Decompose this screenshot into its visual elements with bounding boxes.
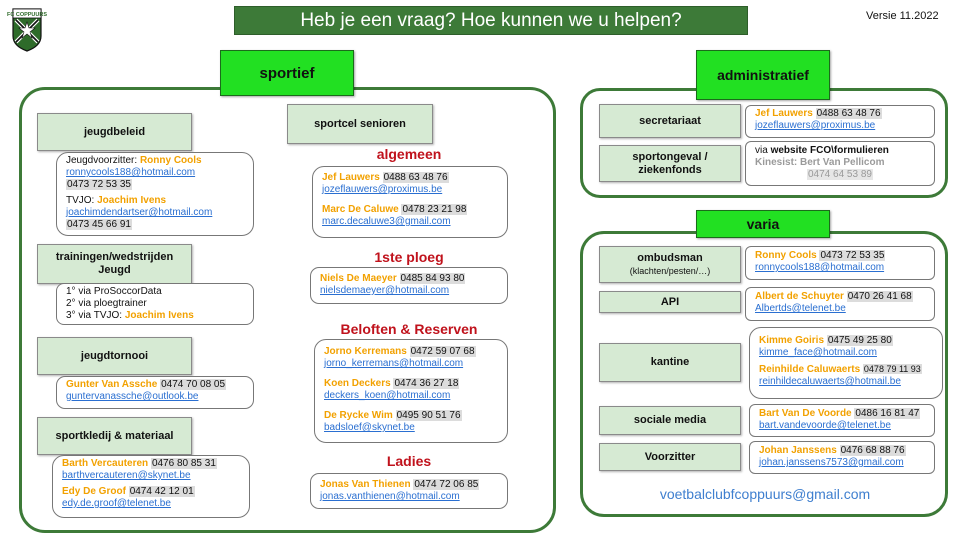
contact-name: Niels De Maeyer bbox=[320, 273, 397, 284]
phone-number: 0473 72 53 35 bbox=[820, 250, 885, 261]
voorzitter-label: Voorzitter bbox=[599, 443, 741, 471]
sociale-media-label: sociale media bbox=[599, 406, 741, 435]
contact-name: Gunter Van Assche bbox=[66, 379, 158, 390]
kantine-label: kantine bbox=[599, 343, 741, 382]
email-link[interactable]: jorno_kerremans@hotmail.com bbox=[324, 358, 464, 369]
senioren-label: sportcel senioren bbox=[287, 104, 433, 144]
phone-number: 0495 90 51 76 bbox=[396, 410, 461, 421]
contact-name: Kimme Goiris bbox=[759, 335, 825, 346]
contact-name: Johan Janssens bbox=[759, 445, 837, 456]
sportkledij-label: sportkledij & materiaal bbox=[37, 417, 192, 455]
algemeen-contacts bbox=[312, 166, 508, 238]
ladies-contacts bbox=[310, 473, 508, 509]
club-logo bbox=[6, 8, 48, 52]
sportongeval-info: via website FCO\formulieren Kinesist: Bert Van Pellicom 0474 64 53 89 bbox=[745, 141, 935, 186]
phone-number: 0478 79 11 93 bbox=[863, 364, 921, 374]
jeugdbeleid-contacts: Jeugdvoorzitter: Ronny Cools ronnycools188@hotmail.com 0473 72 53 35 TVJO: Joachim Ivens joachimdendartser@hotmail.com 0473 45 66 91 bbox=[56, 152, 254, 236]
phone-number: 0474 64 53 89 bbox=[808, 169, 872, 180]
jeugdtornooi-label: jeugdtornooi bbox=[37, 337, 192, 375]
sportief-header: sportief bbox=[220, 50, 354, 96]
contact-name: Ronny Cools bbox=[139, 155, 202, 166]
beloften-contacts bbox=[314, 339, 508, 443]
trainingen-label: trainingen/wedstrijden Jeugd bbox=[37, 244, 192, 284]
phone-number: 0474 36 27 18 bbox=[394, 378, 459, 389]
email-link[interactable]: barthvercauteren@skynet.be bbox=[62, 470, 191, 481]
contact-name: Jef Lauwers bbox=[755, 108, 813, 119]
secretariaat-contacts bbox=[745, 105, 935, 138]
contact-name: Barth Vercauteren bbox=[62, 458, 149, 469]
phone-number: 0474 42 12 01 bbox=[129, 486, 194, 497]
phone-number: 0474 70 08 05 bbox=[161, 379, 226, 390]
voorzitter-contacts bbox=[749, 441, 935, 474]
phone-number: 0474 72 06 85 bbox=[414, 479, 479, 490]
club-email[interactable]: voetbalclubfcoppuurs@gmail.com bbox=[659, 486, 871, 502]
jeugdbeleid-label: jeugdbeleid bbox=[37, 113, 192, 151]
phone-number: 0488 63 48 76 bbox=[383, 172, 448, 183]
api-label: API bbox=[599, 291, 741, 313]
contact-name: Ronny Cools bbox=[755, 250, 817, 261]
page-title-text: Heb je een vraag? Hoe kunnen we u helpen? bbox=[300, 9, 682, 31]
email-link[interactable]: jozeflauwers@proximus.be bbox=[755, 120, 876, 131]
beloften-heading: Beloften & Reserven bbox=[340, 321, 478, 337]
phone-number: 0473 45 66 91 bbox=[67, 219, 131, 230]
ombudsman-contacts bbox=[745, 246, 935, 280]
email-link[interactable]: guntervanassche@outlook.be bbox=[66, 391, 199, 402]
sociale-media-contacts bbox=[749, 404, 935, 437]
eerste-ploeg-contacts bbox=[310, 267, 508, 304]
email-link[interactable]: deckers_koen@hotmail.com bbox=[324, 390, 451, 401]
page-title bbox=[234, 6, 748, 35]
phone-number: 0472 59 07 68 bbox=[410, 346, 475, 357]
email-link[interactable]: ronnycools188@hotmail.com bbox=[755, 262, 885, 273]
email-link[interactable]: bart.vandevoorde@telenet.be bbox=[759, 420, 891, 431]
email-link[interactable]: kimme_face@hotmail.com bbox=[759, 347, 877, 358]
varia-header: varia bbox=[696, 210, 830, 238]
contact-name: Koen Deckers bbox=[324, 378, 391, 389]
email-link[interactable]: jonas.vanthienen@hotmail.com bbox=[320, 491, 460, 502]
sportkledij-contacts bbox=[52, 455, 250, 518]
eerste-ploeg-heading: 1ste ploeg bbox=[374, 249, 444, 265]
version-label: Versie 11.2022 bbox=[866, 10, 939, 22]
contact-name: Jorno Kerremans bbox=[324, 346, 407, 357]
email-link[interactable]: ronnycools188@hotmail.com bbox=[66, 167, 196, 178]
ladies-heading: Ladies bbox=[386, 453, 432, 469]
kantine-contacts bbox=[749, 327, 943, 399]
contact-name: Bart Van De Voorde bbox=[759, 408, 852, 419]
contact-name: Albert de Schuyter bbox=[755, 291, 844, 302]
email-link[interactable]: jozeflauwers@proximus.be bbox=[322, 184, 443, 195]
email-link[interactable]: badsloef@skynet.be bbox=[324, 422, 415, 433]
website-link[interactable]: website FCO\formulieren bbox=[770, 145, 889, 156]
phone-number: 0476 68 88 76 bbox=[840, 445, 905, 456]
contact-name: Marc De Caluwe bbox=[322, 204, 399, 215]
contact-name: Jonas Van Thienen bbox=[320, 479, 411, 490]
phone-number: 0475 49 25 80 bbox=[827, 335, 892, 346]
email-link[interactable]: edy.de.groof@telenet.be bbox=[62, 498, 171, 509]
api-contacts bbox=[745, 287, 935, 321]
phone-number: 0470 26 41 68 bbox=[847, 291, 912, 302]
sportongeval-label: sportongeval / ziekenfonds bbox=[599, 145, 741, 182]
email-link[interactable]: nielsdemaeyer@hotmail.com bbox=[320, 285, 450, 296]
email-link[interactable]: Albertds@telenet.be bbox=[755, 303, 846, 314]
algemeen-heading: algemeen bbox=[376, 146, 442, 162]
email-link[interactable]: joachimdendartser@hotmail.com bbox=[66, 207, 213, 218]
contact-name: De Rycke Wim bbox=[324, 410, 393, 421]
phone-number: 0486 16 81 47 bbox=[855, 408, 920, 419]
administratief-header: administratief bbox=[696, 50, 830, 100]
phone-number: 0488 63 48 76 bbox=[816, 108, 881, 119]
trainingen-info: 1° via ProSoccorData 2° via ploegtrainer 3° via TVJO: Joachim Ivens bbox=[56, 283, 254, 325]
contact-name: Reinhilde Caluwaerts bbox=[759, 364, 861, 375]
phone-number: 0478 23 21 98 bbox=[402, 204, 467, 215]
secretariaat-label: secretariaat bbox=[599, 104, 741, 138]
svg-text:FC COPPUURS: FC COPPUURS bbox=[6, 12, 48, 18]
contact-name: Edy De Groof bbox=[62, 486, 126, 497]
phone-number: 0485 84 93 80 bbox=[400, 273, 465, 284]
ombudsman-label: ombudsman (klachten/pesten/…) bbox=[599, 246, 741, 283]
contact-name: Jef Lauwers bbox=[322, 172, 380, 183]
email-link[interactable]: reinhildecaluwaerts@hotmail.be bbox=[759, 376, 901, 387]
email-link[interactable]: marc.decaluwe3@gmail.com bbox=[322, 216, 451, 227]
email-link[interactable]: johan.janssens7573@gmail.com bbox=[759, 457, 904, 468]
contact-name: Joachim Ivens bbox=[124, 310, 194, 321]
phone-number: 0473 72 53 35 bbox=[67, 179, 131, 190]
contact-name: Joachim Ivens bbox=[97, 195, 167, 206]
jeugdtornooi-contacts bbox=[56, 376, 254, 409]
phone-number: 0476 80 85 31 bbox=[151, 458, 216, 469]
